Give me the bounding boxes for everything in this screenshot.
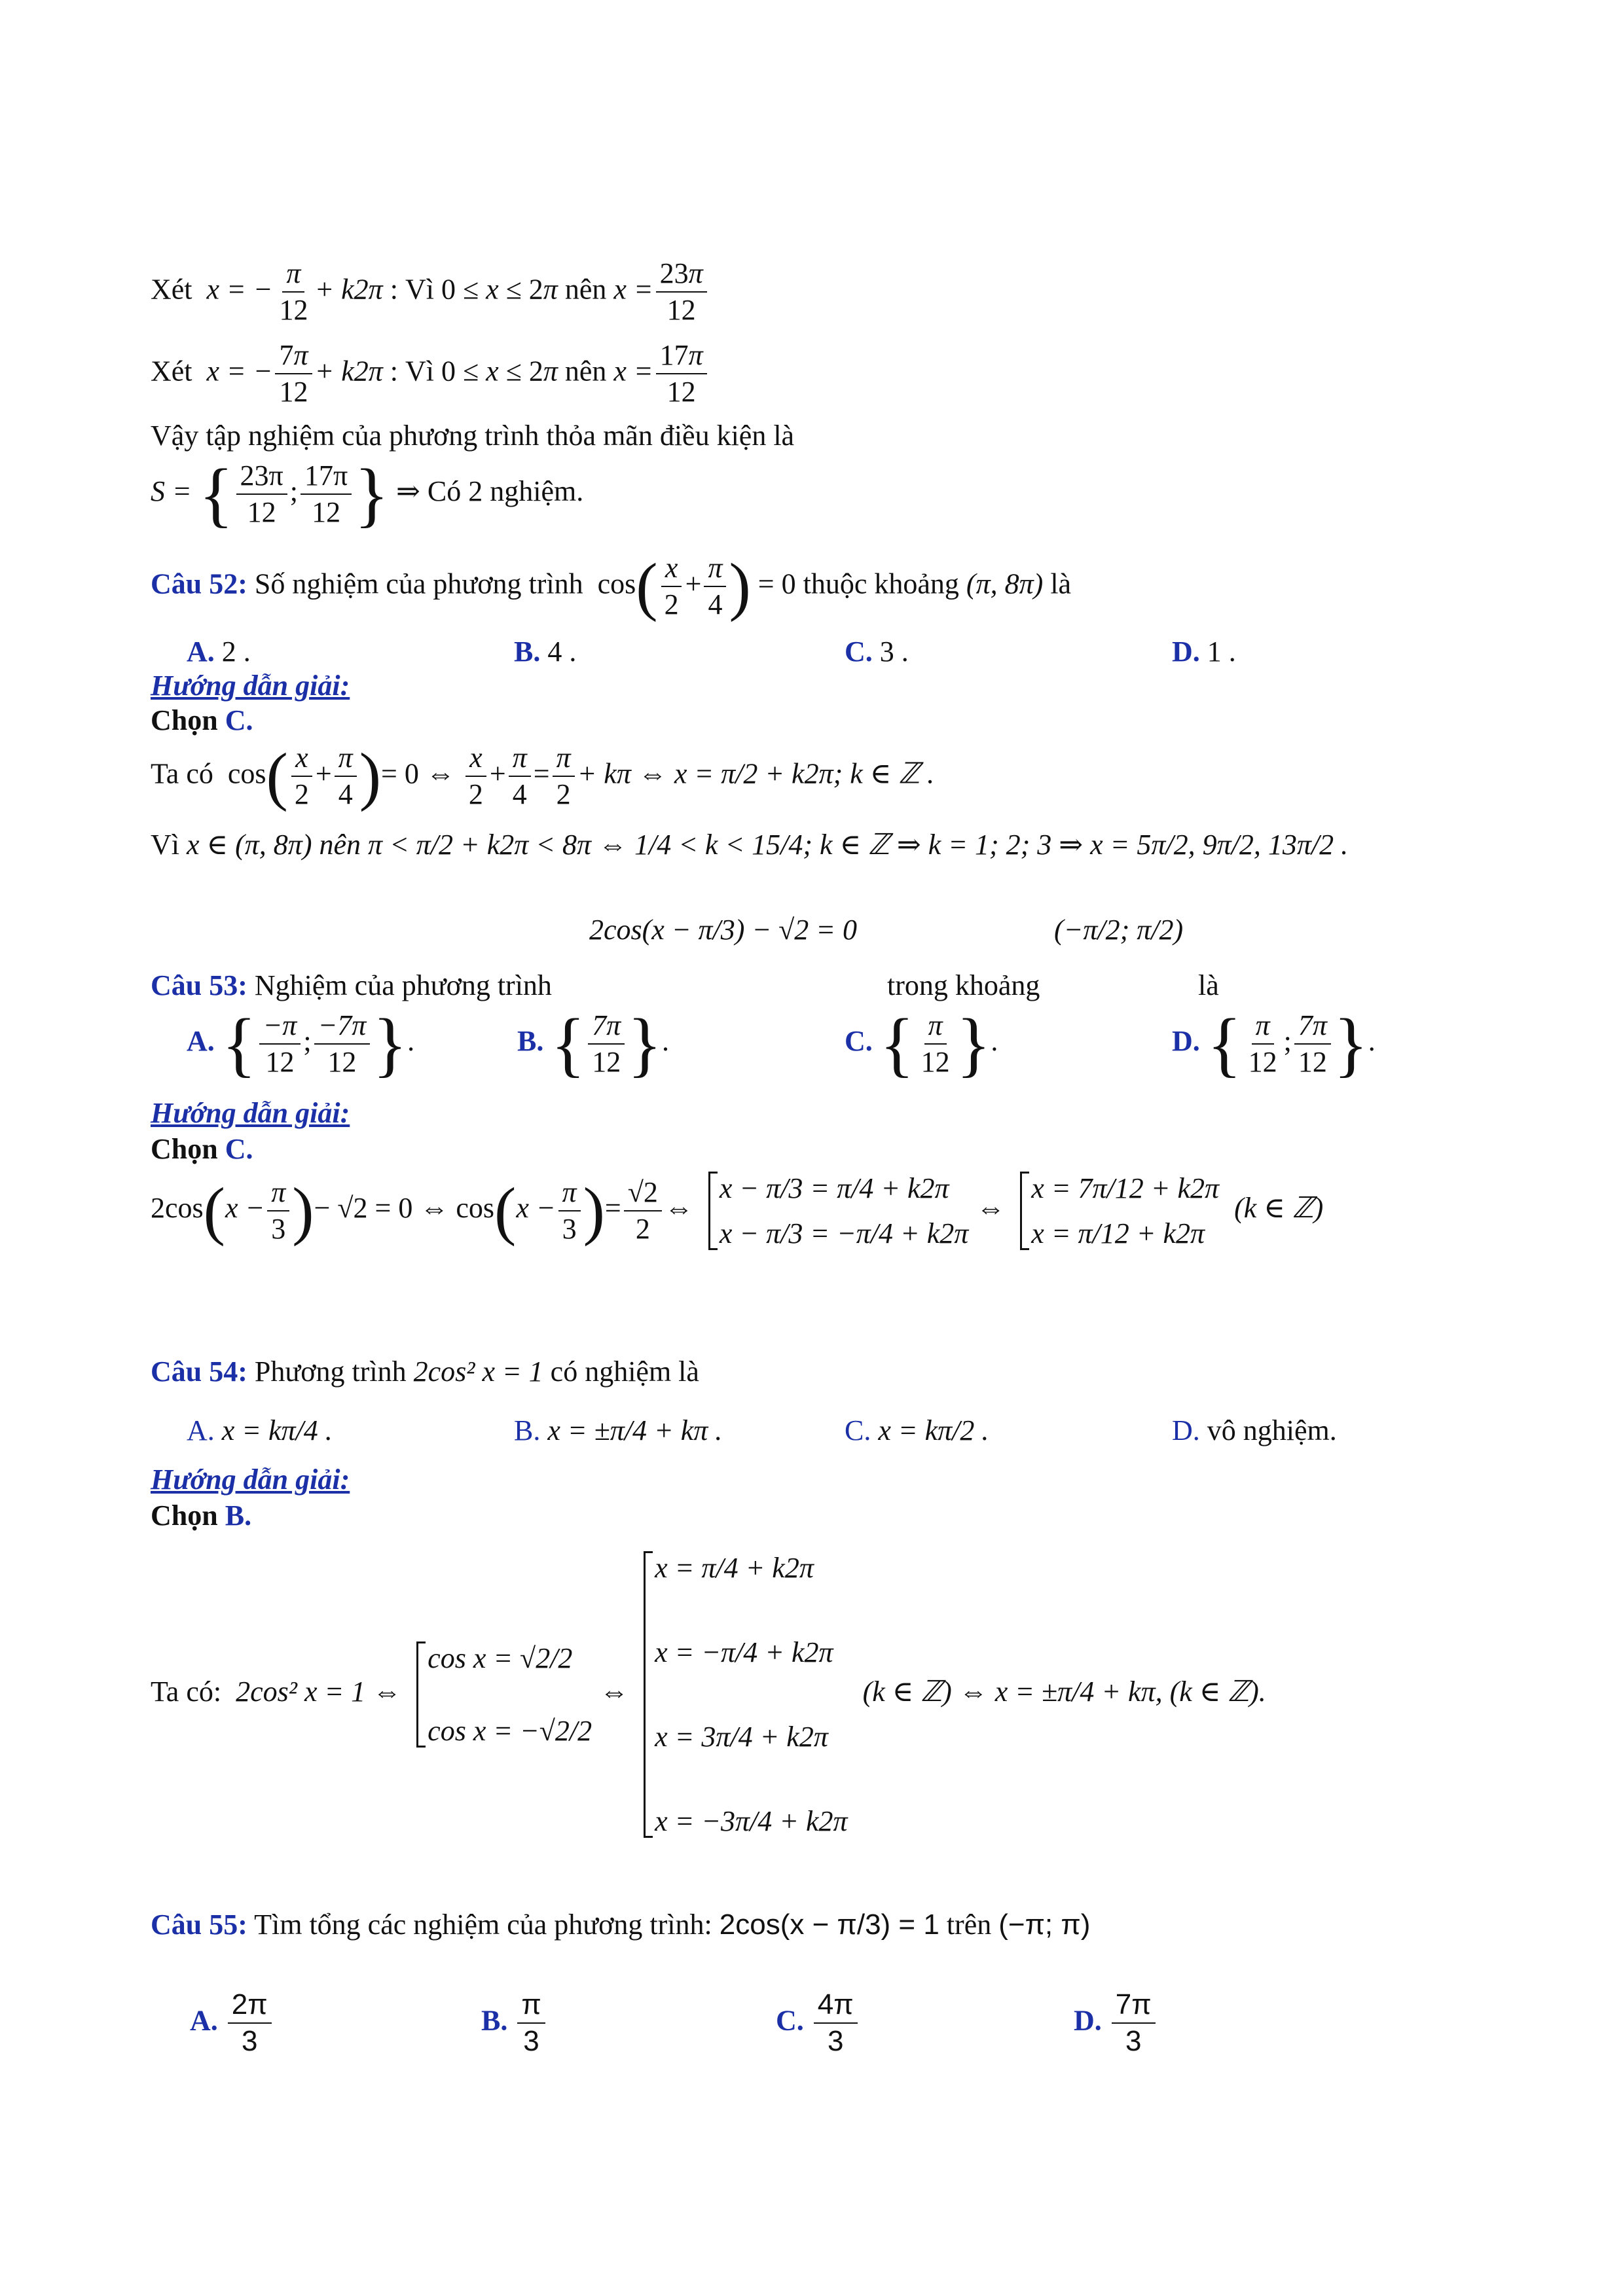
prev-xet-label-2: Xét <box>151 355 192 387</box>
q52-stem: Câu 52: Số nghiệm của phương trình cos( $\frac{x}{2}$ + $\frac{\pi}{4}$ ) = 0 thuộc khoảng (π, 8π) là <box>151 550 1072 623</box>
q53-system-1: x − π/3 = π/4 + k2π x − π/3 = −π/4 + k2π <box>708 1172 968 1250</box>
q54-option-a[interactable]: A. x = kπ/4 . <box>187 1414 333 1446</box>
q53-interval-text: trong khoảng <box>887 969 1040 1001</box>
q54-option-c[interactable]: C. x = kπ/2 . <box>845 1414 989 1446</box>
q52-option-d[interactable]: D. 1 . <box>1172 636 1236 668</box>
q53-interval: (−π/2; π/2) <box>1054 914 1184 946</box>
q54-solution: Ta có: 2cos² x = 1 ⇔ cos x = √2/2 cos x = −√2/2 ⇔ x = π/4 + k2π x = −π/4 + k2π x = 3π/4 + k2π x = −3π/4 + k2π (k ∈ ℤ) ⇔ x = ±π/4 + kπ, (k ∈ ℤ). <box>151 1552 1266 1837</box>
prev-xet-line-2: Xét x = − $\frac{7\pi}{12}$ + k2π : Vì 0 ≤ x ≤ 2π nên x = $\frac{17\pi}{12}$ <box>151 340 710 407</box>
q55-option-d[interactable]: D. $\frac{7\pi}{3}$ <box>1074 1990 1158 2056</box>
q55-stem: Câu 55: Tìm tổng các nghiệm của phương trình: 2cos(x − π/3) = 1 trên (−π; π) <box>151 1909 1091 1941</box>
q53-option-b[interactable]: B. { $\frac{7\pi}{12}$ }. <box>517 1004 670 1084</box>
q54-option-b[interactable]: B. x = ±π/4 + kπ . <box>514 1414 723 1446</box>
q55-option-b[interactable]: B. $\frac{\pi}{3}$ <box>481 1990 548 2056</box>
q53-stem: Câu 53: Nghiệm của phương trình <box>151 969 552 1001</box>
q53-system-2: x = 7π/12 + k2π x = π/12 + k2π <box>1020 1172 1219 1250</box>
q52-option-b[interactable]: B. 4 . <box>514 636 577 668</box>
q53-label: Câu 53: <box>151 969 247 1001</box>
q52-option-a[interactable]: A. 2 . <box>187 636 251 668</box>
q52-label: Câu 52: <box>151 567 247 600</box>
q55-option-a[interactable]: A. $\frac{2\pi}{3}$ <box>190 1990 274 2056</box>
prev-vay-line: Vậy tập nghiệm của phương trình thỏa mãn điều kiện là <box>151 420 795 452</box>
q54-stem: Câu 54: Phương trình 2cos² x = 1 có nghiệm là <box>151 1355 699 1388</box>
q53-equation: 2cos(x − π/3) − √2 = 0 <box>589 914 857 946</box>
prev-xet-label-1: Xét <box>151 273 192 306</box>
q53-guide-heading: Hướng dẫn giải: <box>151 1097 350 1129</box>
prev-set-line: S = { $\frac{23\pi}{12}$ ; $\frac{17\pi}{12}$ } ⇒ Có 2 nghiệm. <box>151 454 584 534</box>
q53-option-d[interactable]: D. { $\frac{\pi}{12}$ ; $\frac{7\pi}{12}$ }. <box>1172 1004 1376 1084</box>
q52-solution-1: Ta có cos( $\frac{x}{2}$ + $\frac{\pi}{4}$ )= 0 ⇔ $\frac{x}{2}$ + $\frac{\pi}{4}$ = $\frac{\pi}{2}$ + kπ ⇔ x = π/2 + k2π; k ∈ ℤ . <box>151 740 935 813</box>
q54-choice: Chọn B. <box>151 1499 252 1532</box>
q54-system-1: cos x = √2/2 cos x = −√2/2 <box>416 1641 592 1748</box>
prev-xet-line-1: Xét x = − $\frac{\pi}{12}$ + k2π : Vì 0 ≤ x ≤ 2π nên x = $\frac{23\pi}{12}$ <box>151 259 710 325</box>
q52-choice: Chọn C. <box>151 704 253 736</box>
set-label: S = <box>151 475 192 508</box>
set-tail: ⇒ Có 2 nghiệm. <box>396 475 584 508</box>
q53-end: là <box>1198 969 1219 1001</box>
q54-label: Câu 54: <box>151 1355 247 1388</box>
q54-guide-heading: Hướng dẫn giải: <box>151 1463 350 1496</box>
q55-option-c[interactable]: C. $\frac{4\pi}{3}$ <box>776 1990 860 2056</box>
q52-text: Số nghiệm của phương trình <box>254 567 583 600</box>
q52-guide-heading: Hướng dẫn giải: <box>151 670 350 702</box>
q54-option-d[interactable]: D. vô nghiệm. <box>1172 1414 1337 1446</box>
q52-option-c[interactable]: C. 3 . <box>845 636 909 668</box>
q54-system-2: x = π/4 + k2π x = −π/4 + k2π x = 3π/4 + k2π x = −3π/4 + k2π <box>644 1551 847 1838</box>
q52-solution-2: Vì x ∈ (π, 8π) nên π < π/2 + k2π < 8π ⇔ 1/4 < k < 15/4; k ∈ ℤ ⇒ k = 1; 2; 3 ⇒ x = 5π/2, 9π/2, 13π/2 . <box>151 829 1349 861</box>
q55-label: Câu 55: <box>151 1909 247 1941</box>
q53-choice: Chọn C. <box>151 1133 253 1165</box>
q53-option-c[interactable]: C. { $\frac{\pi}{12}$ }. <box>845 1004 998 1084</box>
q53-option-a[interactable]: A. { $\frac{-\pi}{12}$ ; $\frac{-7\pi}{12}$ }. <box>187 1004 415 1084</box>
prev-xet-mid-1: : Vì 0 ≤ x ≤ 2π nên <box>390 273 607 306</box>
q53-solution: 2cos(x − $\frac{\pi}{3}$ )− √2 = 0 ⇔ cos(x − $\frac{\pi}{3}$ )= $\frac{√2}{2}$ ⇔ x − π/3 = π/4 + k2π x − π/3 = −π/4 + k2π ⇔ x = 7π/12 + k2π x = π/12 + k2π (k ∈ ℤ) <box>151 1172 1324 1249</box>
